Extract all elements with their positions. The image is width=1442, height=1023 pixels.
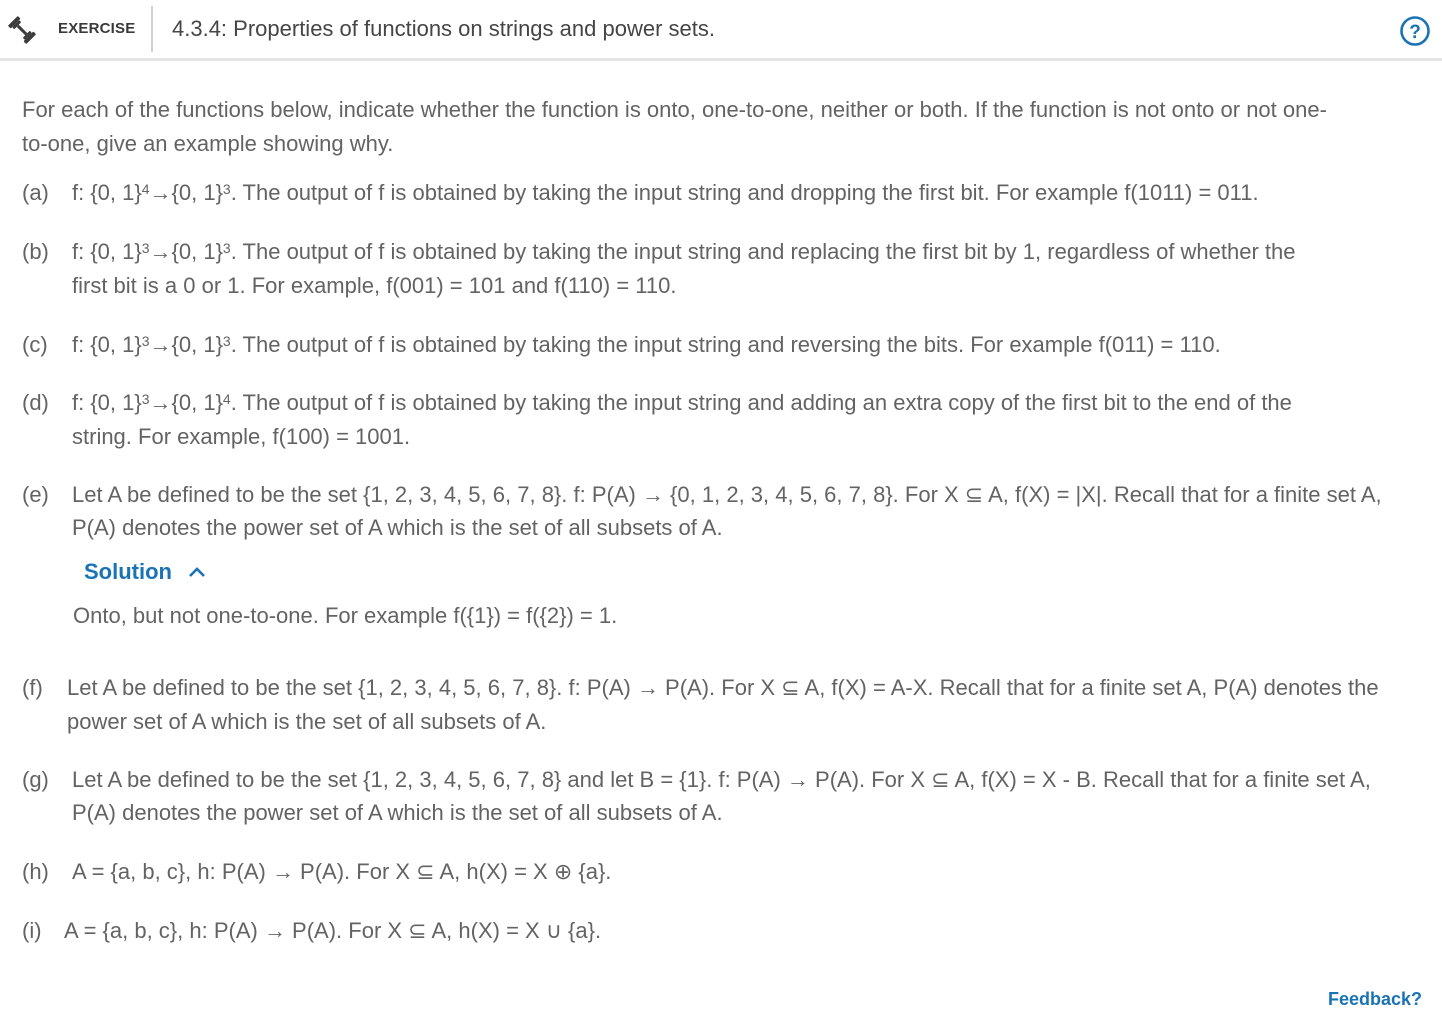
svg-text:?: ?	[1409, 22, 1421, 43]
part-h-text: A = {a, b, c}, h: P(A) → P(A). For X ⊆ A, h(X) = X ⊕ {a}.	[72, 859, 612, 884]
header-divider	[151, 6, 153, 52]
feedback-link[interactable]: Feedback?	[1328, 989, 1423, 1009]
part-f-text-line-2: power set of A which is the set of all subsets of A.	[67, 709, 547, 734]
part-h-label: (h)	[22, 859, 49, 884]
question-circle-icon[interactable]	[1399, 15, 1431, 47]
exercise-header	[0, 0, 1442, 61]
exercise-title: 4.3.4: Properties of functions on strings and power sets.	[172, 16, 715, 41]
intro-line-2: to-one, give an example showing why.	[22, 131, 394, 156]
part-f-label: (f)	[22, 675, 43, 700]
part-a-label: (a)	[22, 180, 49, 205]
part-g-label: (g)	[22, 767, 49, 792]
dumbbell-icon	[6, 14, 38, 46]
part-e-text-line-2: P(A) denotes the power set of A which is the set of all subsets of A.	[72, 515, 723, 540]
part-i-text: A = {a, b, c}, h: P(A) → P(A). For X ⊆ A, h(X) = X ∪ {a}.	[64, 918, 602, 943]
part-e-label: (e)	[22, 482, 49, 507]
part-g-text: Let A be defined to be the set {1, 2, 3, 4, 5, 6, 7, 8} and let B = {1}. f: P(A) → P(A). For X ⊆ A, f(X) = X - B. Recall that for a finite set A,	[72, 767, 1371, 792]
solution-text: Onto, but not one-to-one. For example f({1}) = f({2}) = 1.	[73, 603, 618, 628]
part-f-text: Let A be defined to be the set {1, 2, 3, 4, 5, 6, 7, 8}. f: P(A) → P(A). For X ⊆ A, f(X) = A-X. Recall that for a finite set A, P(A) denotes the	[67, 675, 1379, 700]
part-i-label: (i)	[22, 918, 42, 943]
part-g-text-line-2: P(A) denotes the power set of A which is the set of all subsets of A.	[72, 800, 723, 825]
part-b-label: (b)	[22, 239, 49, 264]
solution-toggle-button[interactable]	[84, 557, 206, 587]
exercise-type-label: EXERCISE	[58, 20, 136, 37]
chevron-up-icon	[188, 566, 206, 578]
part-a-text: f: {0, 1}$^4$→{0, 1}$^3$. The output of f is obtained by taking the input string and dropping the first bit. For example f(1011) = 011.	[72, 180, 1259, 205]
part-b-text: f: {0, 1}$^3$→{0, 1}$^3$. The output of f is obtained by taking the input string and replacing the first bit by 1, regardless of whether the	[72, 239, 1296, 264]
part-c-label: (c)	[22, 332, 48, 357]
part-b-text-line-2: first bit is a 0 or 1. For example, f(001) = 101 and f(110) = 110.	[72, 273, 677, 298]
intro-line-1: For each of the functions below, indicate whether the function is onto, one-to-one, neither or both. If the function is not onto or not one-	[22, 97, 1327, 122]
part-e-text: Let A be defined to be the set {1, 2, 3, 4, 5, 6, 7, 8}. f: P(A) → {0, 1, 2, 3, 4, 5, 6, 7, 8}. For X ⊆ A, f(X) = |X|. Recall that for a finite set A,	[72, 482, 1382, 507]
part-d-text-line-2: string. For example, f(100) = 1001.	[72, 424, 411, 449]
part-d-text: f: {0, 1}$^3$→{0, 1}$^4$. The output of f is obtained by taking the input string and adding an extra copy of the first bit to the end of the	[72, 390, 1292, 415]
solution-toggle-label: Solution	[84, 559, 172, 584]
part-c-text: f: {0, 1}$^3$→{0, 1}$^3$. The output of f is obtained by taking the input string and reversing the bits. For example f(011) = 110.	[72, 332, 1221, 357]
part-d-label: (d)	[22, 390, 49, 415]
